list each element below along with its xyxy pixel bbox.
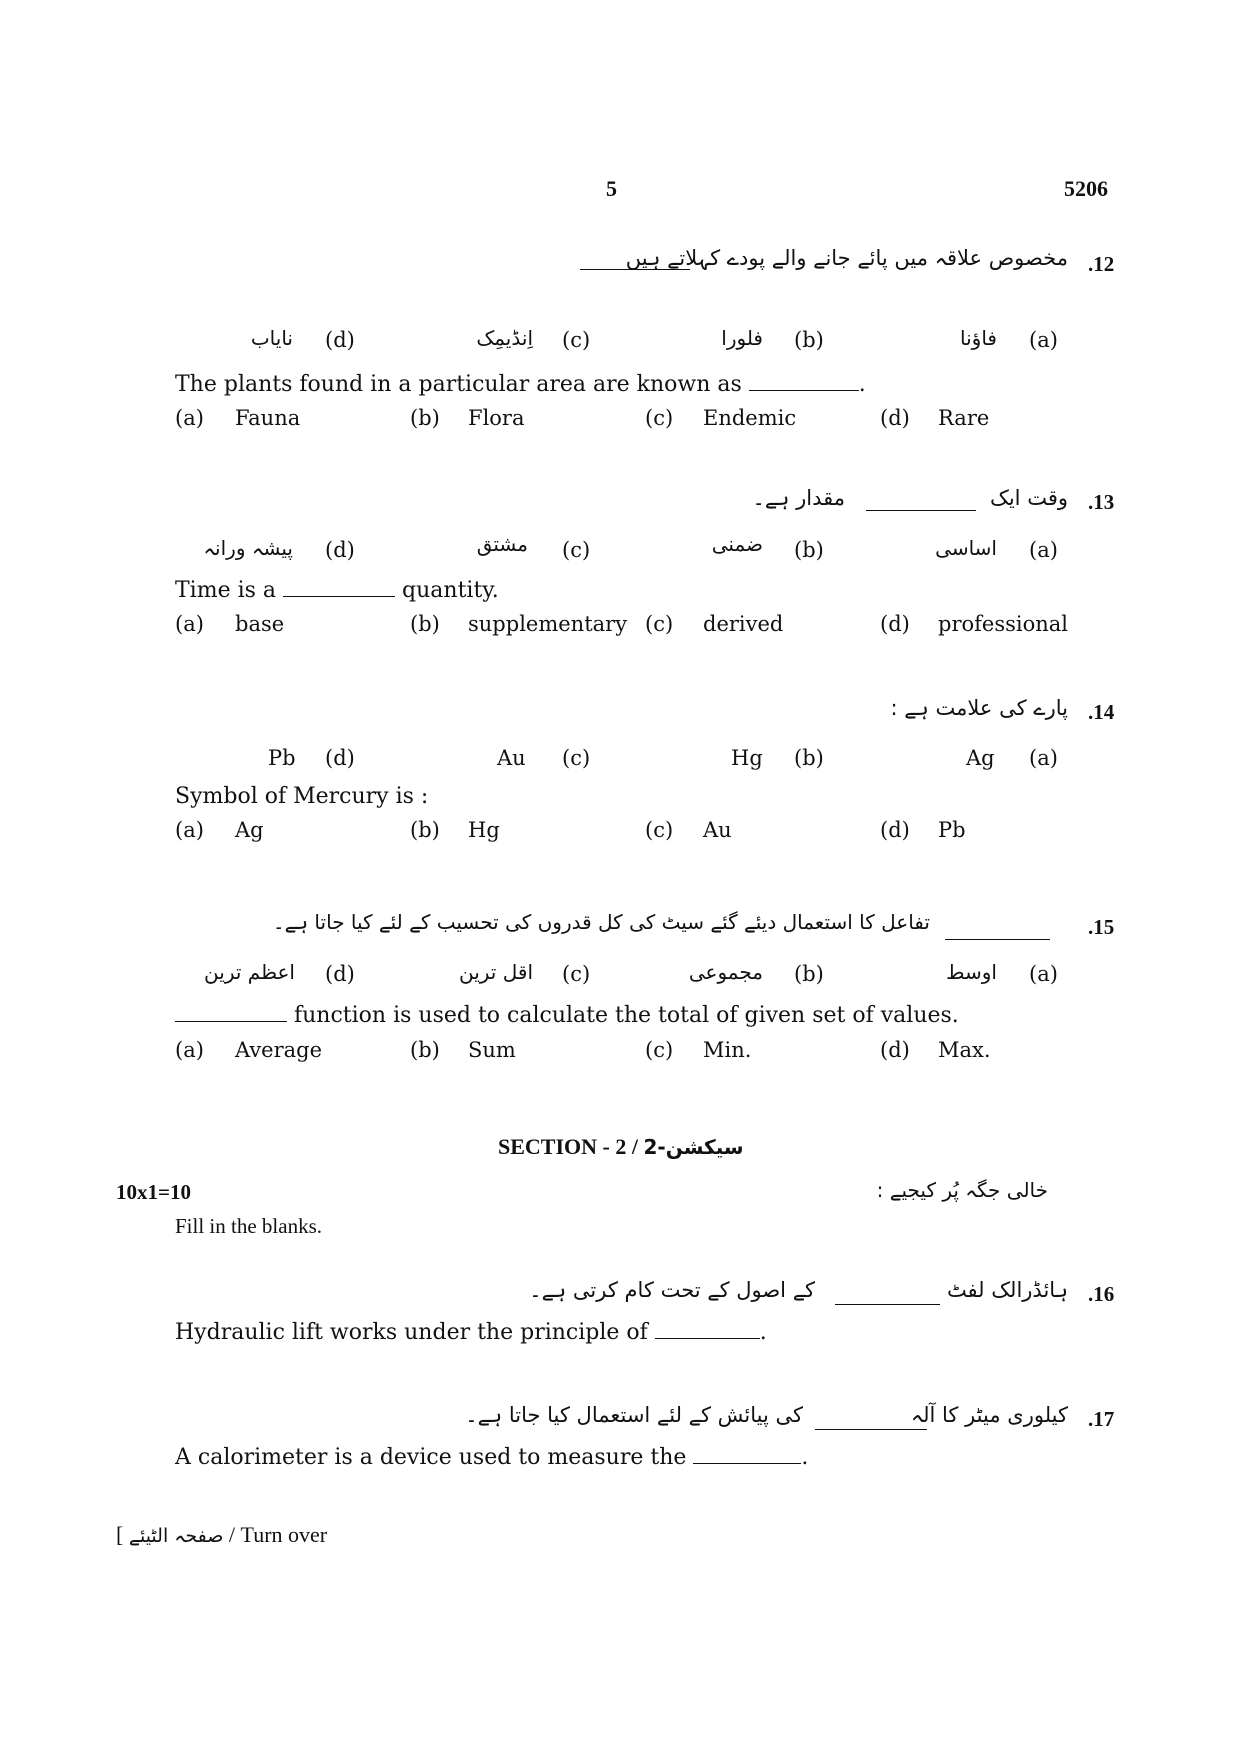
english-option-label: (a) [175, 1038, 204, 1062]
english-option-text: supplementary [468, 612, 628, 636]
section-instruction-urdu: خالی جگہ پُر کیجیے : [876, 1178, 1048, 1202]
english-question: Time is a quantity. [175, 578, 499, 603]
answer-blank [835, 1303, 940, 1305]
question-number: .12 [1088, 252, 1115, 276]
urdu-option-label: (c) [562, 962, 591, 986]
urdu-option-text: مجموعی [688, 960, 763, 984]
english-option-text: Max. [938, 1038, 991, 1062]
english-question: Symbol of Mercury is : [175, 784, 429, 809]
turn-over-footer: [ صفحہ الٹیئے / Turn over [116, 1522, 328, 1547]
question-number: .13 [1088, 490, 1115, 514]
urdu-option-text: اعظم ترین [204, 960, 295, 984]
english-option-text: Au [703, 818, 732, 842]
english-option-label: (b) [410, 1038, 440, 1062]
english-option-text: Endemic [703, 406, 797, 430]
english-option-label: (a) [175, 612, 204, 636]
urdu-option-text: اِنڈیمِک [476, 326, 533, 350]
urdu-option-label: (b) [794, 746, 824, 770]
english-option-label: (b) [410, 818, 440, 842]
english-option-text: Pb [938, 818, 966, 842]
urdu-option-text: Au [497, 746, 526, 770]
urdu-option-text: اقل ترین [458, 960, 533, 984]
answer-blank [815, 1428, 927, 1430]
english-option-label: (d) [880, 818, 910, 842]
answer-blank [175, 1020, 287, 1022]
question-number: .15 [1088, 915, 1115, 939]
urdu-option-label: (c) [562, 746, 591, 770]
urdu-question-after: کے اصول کے تحت کام کرتی ہے۔ [529, 1278, 815, 1302]
english-option-label: (a) [175, 818, 204, 842]
english-option-text: base [235, 612, 285, 636]
english-option-label: (c) [645, 818, 674, 842]
urdu-question: پارے کی علامت ہے : [890, 696, 1068, 720]
urdu-option-label: (d) [325, 538, 355, 562]
urdu-question-before: ہائڈرالک لفٹ [946, 1278, 1068, 1302]
urdu-option-label: (a) [1029, 538, 1058, 562]
answer-blank [655, 1337, 760, 1339]
answer-blank [283, 595, 395, 597]
english-option-label: (d) [880, 612, 910, 636]
answer-blank [866, 509, 976, 511]
urdu-question-text: مخصوص علاقہ میں پائے جانے والے پودے کہلاتے ہیں [625, 246, 1068, 270]
urdu-option-label: (b) [794, 538, 824, 562]
english-option-text: Fauna [235, 406, 301, 430]
english-option-label: (d) [880, 406, 910, 430]
section-title: SECTION - 2 / سیکشن-2 [498, 1134, 744, 1159]
english-option-label: (d) [880, 1038, 910, 1062]
english-question: function is used to calculate the total of given set of values. [175, 1003, 959, 1028]
english-option-text: Flora [468, 406, 525, 430]
urdu-option-text: نایاب [250, 326, 293, 350]
urdu-option-text: مشتق [476, 532, 528, 556]
english-option-label: (b) [410, 612, 440, 636]
english-option-label: (c) [645, 1038, 674, 1062]
english-option-text: Min. [703, 1038, 752, 1062]
answer-blank [580, 268, 690, 270]
urdu-option-text: ضمنی [711, 532, 763, 556]
answer-blank [945, 938, 1050, 940]
paper-code: 5206 [1064, 176, 1108, 201]
english-option-label: (c) [645, 612, 674, 636]
urdu-option-label: (a) [1029, 746, 1058, 770]
question-number: .16 [1088, 1282, 1115, 1306]
english-option-text: Average [235, 1038, 323, 1062]
urdu-question: تفاعل کا استعمال دیئے گئے سیٹ کی کل قدروں کی تحسیب کے لئے کیا جاتا ہے۔ [272, 910, 930, 934]
urdu-option-label: (a) [1029, 328, 1058, 352]
urdu-question-after: کی پیائش کے لئے استعمال کیا جاتا ہے۔ [465, 1403, 803, 1427]
urdu-option-label: (d) [325, 962, 355, 986]
english-option-label: (c) [645, 406, 674, 430]
english-question: A calorimeter is a device used to measure the . [175, 1445, 809, 1470]
urdu-option-label: (b) [794, 328, 824, 352]
english-question: Hydraulic lift works under the principle of . [175, 1320, 767, 1345]
urdu-option-label: (d) [325, 328, 355, 352]
english-option-text: Ag [235, 818, 264, 842]
english-question: The plants found in a particular area are known as . [175, 372, 866, 397]
question-number: .17 [1088, 1407, 1115, 1431]
urdu-option-label: (b) [794, 962, 824, 986]
urdu-option-text: فاؤنا [960, 326, 997, 350]
urdu-option-label: (c) [562, 538, 591, 562]
urdu-option-text: فلورا [721, 326, 763, 350]
section-marks: 10x1=10 [116, 1180, 191, 1204]
urdu-question [626, 246, 1068, 270]
english-option-label: (a) [175, 406, 204, 430]
english-option-text: Sum [468, 1038, 516, 1062]
answer-blank [693, 1462, 801, 1464]
urdu-question-before: وقت ایک [990, 486, 1068, 510]
english-option-text: professional [938, 612, 1068, 636]
english-option-text: derived [703, 612, 784, 636]
urdu-option-text: Hg [731, 746, 763, 770]
english-option-label: (b) [410, 406, 440, 430]
urdu-question-before: کیلوری میٹر کا آلہ [910, 1403, 1068, 1427]
urdu-option-text: Pb [268, 746, 296, 770]
urdu-option-label: (d) [325, 746, 355, 770]
page-number: 5 [606, 176, 617, 201]
urdu-option-label: (a) [1029, 962, 1058, 986]
urdu-option-text: Ag [966, 746, 995, 770]
english-option-text: Hg [468, 818, 500, 842]
urdu-option-text: پیشہ ورانہ [203, 536, 293, 560]
urdu-option-text: اساسی [935, 536, 997, 560]
urdu-option-label: (c) [562, 328, 591, 352]
answer-blank [749, 389, 859, 391]
english-option-text: Rare [938, 406, 990, 430]
urdu-option-text: اوسط [946, 960, 997, 984]
urdu-question-after: مقدار ہے۔ [752, 486, 845, 510]
section-instruction: Fill in the blanks. [175, 1214, 322, 1238]
question-number: .14 [1088, 700, 1115, 724]
